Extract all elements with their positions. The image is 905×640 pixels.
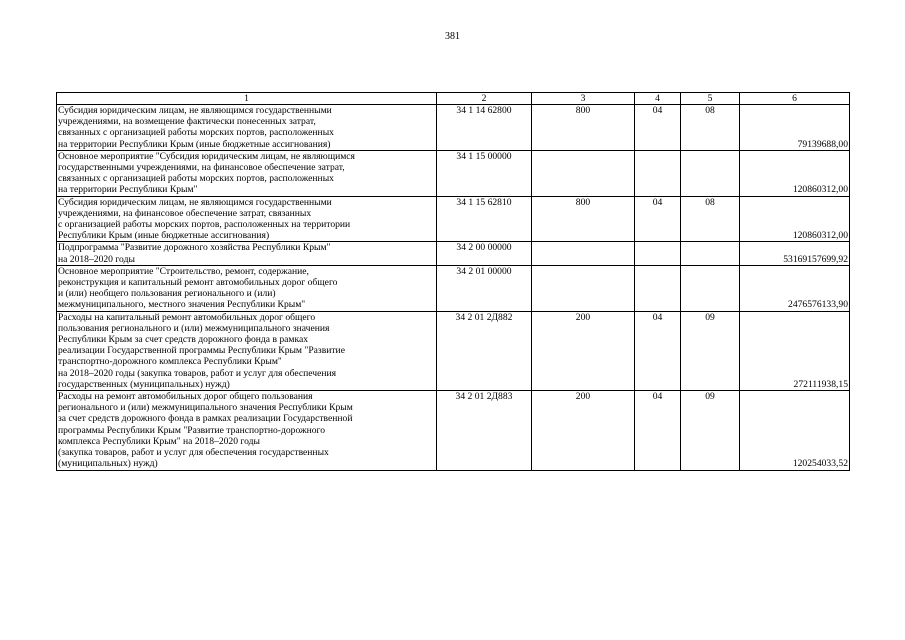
table-header-row: [57, 93, 850, 105]
page-number: 381: [445, 31, 460, 42]
table-row: [57, 265, 850, 311]
row-description: Субсидия юридическим лицам, не являющимся государственными учреждениями, на возмещение фактически понесенных затрат, связанных с организацией работы морских портов, расположенных на территории Республики Крым (иные бюджетные ассигнования): [57, 105, 437, 151]
column-header: 2: [437, 93, 532, 105]
row-description: Подпрограмма "Развитие дорожного хозяйства Республики Крым" на 2018–2020 годы: [57, 242, 437, 265]
column-header: 4: [635, 93, 681, 105]
row-col5: [681, 265, 740, 311]
column-header: 5: [681, 93, 740, 105]
budget-table: [56, 92, 850, 471]
row-col3: 800: [532, 196, 635, 242]
row-code: 34 1 15 00000: [437, 150, 532, 196]
amount-value: 53169157699,92: [783, 253, 848, 265]
row-code: 34 2 01 2Д883: [437, 391, 532, 470]
row-col4: 04: [635, 196, 681, 242]
row-col5: 08: [681, 105, 740, 151]
row-code: 34 1 14 62800: [437, 105, 532, 151]
row-col3: 800: [532, 105, 635, 151]
row-amount: [740, 391, 850, 470]
row-col4: 04: [635, 311, 681, 390]
row-col5: [681, 242, 740, 265]
amount-value: 120254033,52: [792, 458, 848, 470]
table-row: [57, 196, 850, 242]
row-amount: [740, 242, 850, 265]
table-row: [57, 391, 850, 470]
row-col4: [635, 242, 681, 265]
column-header: 6: [740, 93, 850, 105]
row-col4: [635, 150, 681, 196]
table-row: [57, 105, 850, 151]
column-header: 1: [57, 93, 437, 105]
row-code: 34 2 00 00000: [437, 242, 532, 265]
row-amount: [740, 196, 850, 242]
row-col4: 04: [635, 105, 681, 151]
row-col3: 200: [532, 391, 635, 470]
row-col5: 09: [681, 391, 740, 470]
row-code: 34 2 01 00000: [437, 265, 532, 311]
row-amount: [740, 150, 850, 196]
amount-value: 120860312,00: [792, 184, 848, 196]
row-description: Основное мероприятие "Строительство, ремонт, содержание, реконструкция и капитальный ремонт автомобильных дорог общего и (или) необщего пользования регионального и (или) межмуниципального, местного значения Республики Крым": [57, 265, 437, 311]
row-col4: 04: [635, 391, 681, 470]
row-description: Основное мероприятие "Субсидия юридическим лицам, не являющимся государственными учреждениями, на финансовое обеспечение затрат, связанных с организацией работы морских портов, расположенных на территории Республики Крым": [57, 150, 437, 196]
row-amount: [740, 265, 850, 311]
row-description: Субсидия юридическим лицам, не являющимся государственными учреждениями, на финансовое обеспечение затрат, связанных с организацией работы морских портов, расположенных на территории Республики Крым (иные бюджетные ассигнования): [57, 196, 437, 242]
row-col3: [532, 150, 635, 196]
column-header: 3: [532, 93, 635, 105]
row-col5: 08: [681, 196, 740, 242]
amount-value: 120860312,00: [792, 230, 848, 242]
row-amount: [740, 105, 850, 151]
table-row: [57, 242, 850, 265]
row-description: Расходы на ремонт автомобильных дорог общего пользования регионального и (или) межмуниципального значения Республики Крым за счет средств дорожного фонда в рамках реализации Государственной программы Республики Крым "Развитие транспортно-дорожного комплекса Республики Крым" на 2018–2020 годы (закупка товаров, работ и услуг для обеспечения государственных (муниципальных) нужд): [57, 391, 437, 470]
table-row: [57, 311, 850, 390]
row-description: Расходы на капитальный ремонт автомобильных дорог общего пользования регионального и (или) межмуниципального значения Республики Крым за счет средств дорожного фонда в рамках реализации Государственной программы Республики Крым "Развитие транспортно-дорожного комплекса Республики Крым" на 2018–2020 годы (закупка товаров, работ и услуг для обеспечения государственных (муниципальных) нужд): [57, 311, 437, 390]
amount-value: 2476576133,90: [788, 299, 848, 311]
row-amount: [740, 311, 850, 390]
table-row: [57, 150, 850, 196]
row-col5: 09: [681, 311, 740, 390]
amount-value: 272111938,15: [793, 378, 848, 390]
row-col5: [681, 150, 740, 196]
row-col3: [532, 242, 635, 265]
row-col4: [635, 265, 681, 311]
amount-value: 79139688,00: [797, 138, 848, 150]
row-col3: [532, 265, 635, 311]
row-col3: 200: [532, 311, 635, 390]
row-code: 34 2 01 2Д882: [437, 311, 532, 390]
row-code: 34 1 15 62810: [437, 196, 532, 242]
